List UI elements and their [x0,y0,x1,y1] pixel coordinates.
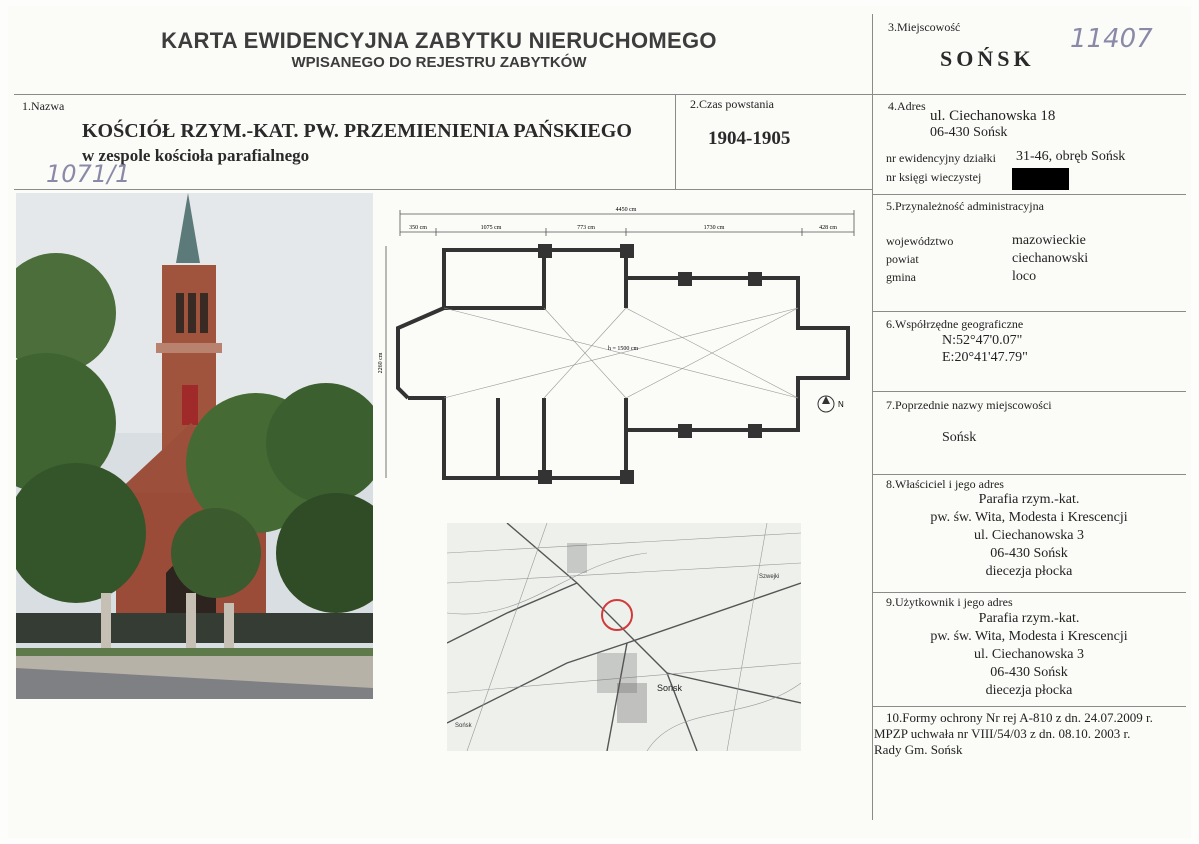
address-postal: 06-430 Sońsk [930,125,1008,140]
locality-label: 3.Miejscowość [888,20,961,34]
coords-north: N:52°47'0.07" [942,333,1023,348]
handwritten-inventory: 1071/1 [46,160,131,188]
protection-label: 10.Formy ochrony [886,710,983,725]
church-photo-image [16,193,373,699]
admin-value: loco [1012,269,1037,284]
name-label: 1.Nazwa [22,99,65,113]
plan-dim: 350 cm [409,225,427,231]
address-label: 4.Adres [888,99,926,113]
plan-dim: 1730 cm [703,225,725,231]
plan-dim: 428 cm [819,225,837,231]
user-line: Parafia rzym.-kat. [978,611,1080,626]
plan-total-dim: 4450 cm [615,207,637,213]
former-names-value: Sońsk [942,430,977,445]
protection-block [874,710,1153,758]
divider [872,194,1186,195]
map-place-label: Sońsk [657,683,683,693]
owner-line: Parafia rzym.-kat. [978,492,1080,507]
user-label: 9.Użytkownik i jego adres [886,595,1013,609]
admin-value: mazowieckie [1012,233,1086,248]
divider [872,706,1186,707]
user-line: ul. Ciechanowska 3 [973,647,1085,662]
monument-name: KOŚCIÓŁ RZYM.-KAT. PW. PRZEMIENIENIA PAŃSKIEGO [82,120,632,142]
register-label: nr księgi wieczystej [886,170,982,184]
location-map-image [447,523,801,751]
location-map [447,523,801,751]
map-label: Szwejki [759,574,780,580]
user-line: diecezja płocka [985,683,1073,698]
owner-line: pw. św. Wita, Modesta i Krescencji [930,510,1128,525]
owner-line: diecezja płocka [985,564,1073,579]
protection-register: Nr rej A-810 z dn. 24.07.2009 r. [986,710,1153,725]
date-label: 2.Czas powstania [690,97,774,111]
church-photo [16,193,373,699]
card-title: KARTA EWIDENCYJNA ZABYTKU NIERUCHOMEGO [161,28,717,53]
owner-line: ul. Ciechanowska 3 [973,528,1085,543]
handwritten-number: 11407 [1070,24,1153,54]
protection-council: Rady Gm. Sońsk [874,742,963,757]
user-address [872,610,1186,700]
admin-key: województwo [886,234,954,248]
divider [675,94,676,189]
divider [14,94,1186,95]
owner-label: 8.Właściciel i jego adres [886,477,1004,491]
plot-value: 31-46, obręb Sońsk [1016,149,1126,164]
admin-value: ciechanowski [1012,251,1089,266]
divider [872,391,1186,392]
plan-dim: 773 cm [577,225,595,231]
map-place-small: Sońsk [455,723,472,729]
coords-label: 6.Współrzędne geograficzne [886,317,1024,331]
admin-label: 5.Przynależność administracyjna [886,199,1044,213]
north-label: N [838,400,844,409]
locality-value: SOŃSK [940,46,1035,71]
protection-plan: MPZP uchwała nr VIII/54/03 z dn. 08.10. 2003 r. [874,726,1131,741]
admin-key: gmina [886,270,916,284]
date-value: 1904-1905 [708,128,791,149]
divider [14,189,872,190]
coords-east: E:20°41'47.79" [942,350,1028,365]
floor-plan [378,198,868,488]
redacted-register-number [1012,168,1069,190]
address-street: ul. Ciechanowska 18 [930,108,1056,124]
divider [872,474,1186,475]
monument-subname: w zespole kościoła parafialnego [82,146,310,165]
plan-inner-height: h = 1500 cm [608,346,639,352]
admin-key: powiat [886,252,919,266]
user-line: 06-430 Sońsk [990,665,1068,680]
divider [872,592,1186,593]
plan-dim: 1075 cm [480,225,502,231]
plan-height-dim: 2260 cm [378,352,384,374]
plot-label: nr ewidencyjny działki [886,151,996,165]
owner-line: 06-430 Sońsk [990,546,1068,561]
divider [872,311,1186,312]
user-line: pw. św. Wita, Modesta i Krescencji [930,629,1128,644]
owner-address [872,491,1186,581]
card-subtitle: WPISANEGO DO REJESTRU ZABYTKÓW [291,54,587,71]
former-names-label: 7.Poprzednie nazwy miejscowości [886,398,1052,412]
